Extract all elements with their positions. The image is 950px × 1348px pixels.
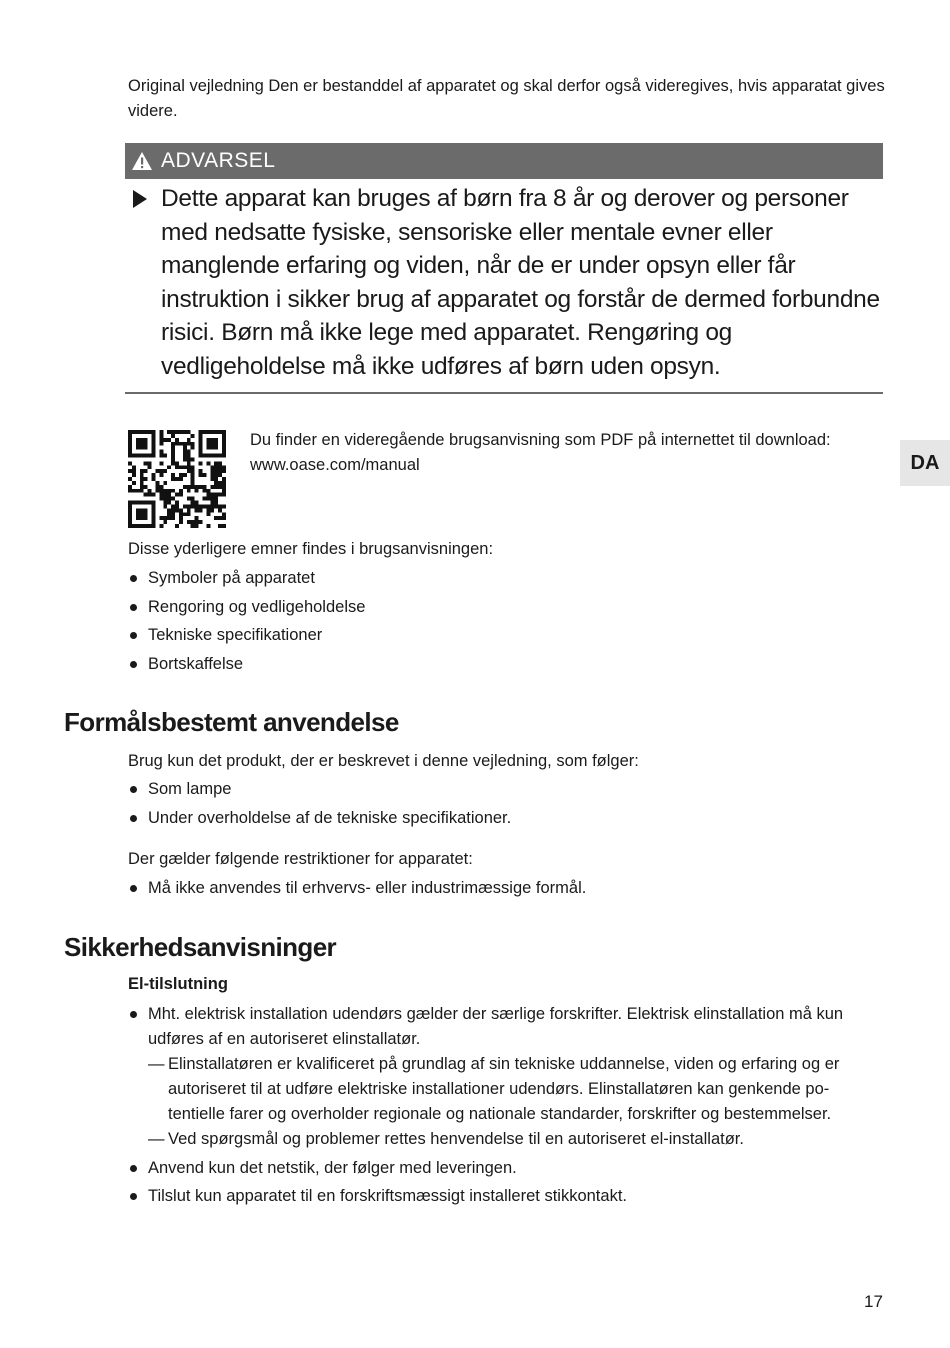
sub-list: [148, 1052, 880, 1152]
warning-text: Dette apparat kan bruges af børn fra 8 år og derover og personer med nedsatte fysiske, sensoriske eller mentale evner eller manglende erfaring og viden, når de er under opsyn eller får instruktion i sikker brug af apparatet og forstår de dermed forbundne risici. Børn må ikke lege med apparatet. Rengøring og vedligeholdelse må ikke udføres af børn uden opsyn.: [161, 185, 880, 380]
list-item: Tekniske specifikationer: [128, 623, 828, 648]
language-tab: DA: [900, 440, 950, 486]
list-item: [128, 1002, 880, 1152]
list-item: Bortskaffelse: [128, 652, 828, 677]
qr-code-icon: [128, 430, 226, 528]
section-heading-safety: Sikkerhedsanvisninger: [64, 932, 337, 962]
list-item: Anvend kun det netstik, der følger med leveringen.: [128, 1156, 880, 1181]
topics-intro: Disse yderligere emner findes i brugsanvisningen:: [128, 540, 494, 558]
safety-list: [128, 1002, 880, 1213]
purpose-intro: Brug kun det produkt, der er beskrevet i denne vejledning, som følger:: [128, 752, 639, 770]
warning-triangle-icon: [131, 151, 153, 171]
sub-list-item: — Elinstallatøren er kvalificeret på grundlag af sin tekniske uddannelse, viden og erfaring og er autoriseret til at udføre elektriske installationer udendørs. Elinstallatøren kan genkende potentielle farer og overholder regionale og nationale standarder, forskrifter og bestemmelser.: [148, 1052, 880, 1127]
list-item: Symboler på apparatet: [128, 566, 828, 591]
subheading-el-tilslutning: El-tilslutning: [128, 975, 228, 993]
page-number: 17: [864, 1292, 883, 1311]
restrictions-intro: Der gælder følgende restriktioner for apparatet:: [128, 850, 473, 868]
arrow-right-icon: [133, 190, 147, 208]
download-info: [250, 428, 880, 478]
download-text: Du finder en videregående brugsanvisning som PDF på internettet til download:: [250, 431, 831, 449]
list-item: Under overholdelse af de tekniske specifikationer.: [128, 806, 878, 831]
manual-url-link[interactable]: www.oase.com/manual: [250, 456, 420, 474]
warning-header: [125, 143, 883, 179]
list-item: Må ikke anvendes til erhvervs- eller industrimæssige formål.: [128, 876, 878, 901]
list-item: Rengoring og vedligeholdelse: [128, 595, 828, 620]
list-item: Tilslut kun apparatet til en forskriftsmæssigt installeret stikkontakt.: [128, 1184, 880, 1209]
topics-list: [128, 566, 828, 680]
warning-title: ADVARSEL: [161, 149, 276, 172]
list-item-text: Mht. elektrisk installation udendørs gælder der særlige forskrifter. Elektrisk elinstallation må kun udføres af en autoriseret elinstallatør.: [148, 1005, 844, 1048]
sub-list-item: — Ved spørgsmål og problemer rettes henvendelse til en autoriseret el-installatør.: [148, 1127, 880, 1152]
warning-body: [125, 182, 883, 394]
section-heading-purpose: Formålsbestemt anvendelse: [64, 707, 399, 737]
list-item: Som lampe: [128, 777, 878, 802]
purpose-list: [128, 777, 878, 834]
intro-paragraph: Original vejledning Den er bestanddel af apparatet og skal derfor også videregives, hvis apparatat gives videre.: [128, 77, 885, 120]
restrictions-list: [128, 876, 878, 901]
